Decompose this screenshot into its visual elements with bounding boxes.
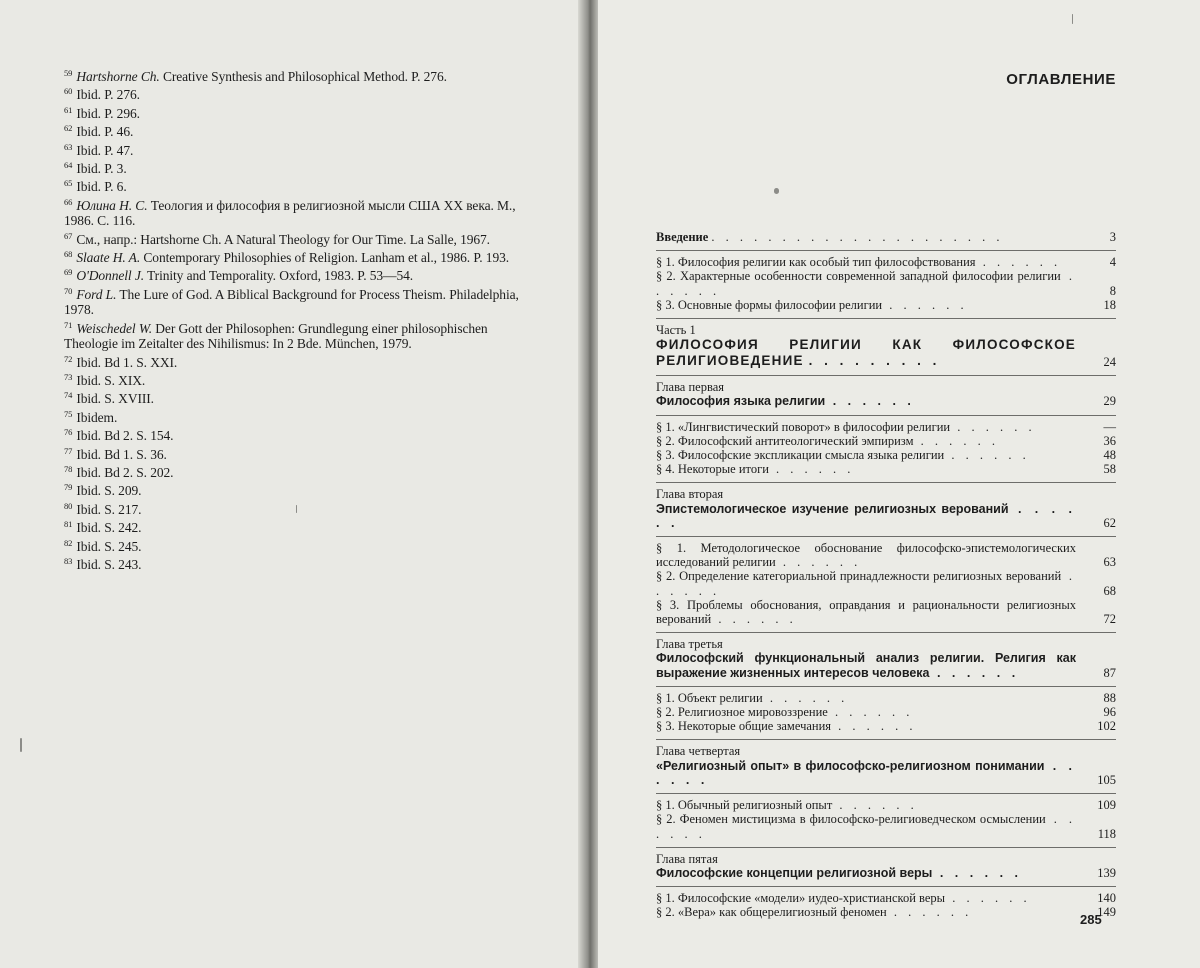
- toc-section-entry: § 3. Некоторые общие замечания . . . . . . 102: [656, 719, 1116, 734]
- endnote-author: Юлина Н. С.: [76, 197, 148, 213]
- toc-page-number: 140: [1097, 891, 1116, 906]
- endnote-text: Ibid. Bd 2. S. 154.: [76, 428, 174, 444]
- toc-section-entry: § 3. Основные формы философии религии . . . . . . 18: [656, 297, 1116, 312]
- toc-section-entry: § 1. Обычный религиозный опыт . . . . . . 109: [656, 798, 1116, 813]
- endnote-text: Ibid. P. 46.: [76, 124, 134, 140]
- endnote-text: Ibid. S. 242.: [76, 520, 142, 536]
- part-title: ФИЛОСОФИЯ РЕЛИГИИ КАК ФИЛОСОФСКОЕ РЕЛИГИОВЕДЕНИЕ: [656, 337, 1076, 369]
- toc-page-number: 96: [1103, 705, 1116, 720]
- toc-page-number: 105: [1097, 772, 1116, 787]
- toc-page-number: —: [1103, 419, 1116, 434]
- endnote: [64, 462, 534, 480]
- endnote: [64, 517, 534, 535]
- toc-entry-title: § 2. Религиозное мировоззрение: [656, 705, 828, 720]
- endnote-text: Ibid. Bd 2. S. 202.: [76, 464, 174, 480]
- chapter-label: Глава первая: [656, 380, 725, 395]
- endnote: [64, 140, 534, 158]
- chapter-label: Глава четвертая: [656, 744, 741, 759]
- endnote-text: Der Gott der Philosophen: Grundlegung einer philosophischen Theologie im Zeitalter des Nihilismus: In 2 Bde. München, 1979.: [64, 320, 488, 352]
- toc-page-number: 72: [1103, 612, 1116, 627]
- endnote-number: 68: [64, 249, 73, 260]
- endnote-number: 69: [64, 267, 73, 278]
- toc-entry-title: Введение: [656, 230, 709, 244]
- toc-page-number: 4: [1109, 255, 1116, 270]
- endnote: [64, 554, 534, 572]
- endnote-text: Ibid. S. 243.: [76, 556, 142, 572]
- toc-entry-title: § 3. Проблемы обоснования, оправдания и рациональности религиозных верований: [656, 597, 1076, 627]
- left-page: [0, 0, 585, 968]
- divider: [656, 886, 1116, 887]
- toc-page-number: 88: [1103, 690, 1116, 705]
- toc-section-entry: § 1. Методологическое обоснование философско-эпистемологических исследований религии . . . . . . 63: [656, 541, 1116, 570]
- toc-entry-title: § 3. Философские экспликации смысла языка религии: [656, 448, 945, 463]
- toc-page-number: 36: [1103, 433, 1116, 448]
- divider: [656, 847, 1116, 848]
- toc-title: ОГЛАВЛЕНИЕ: [1006, 71, 1116, 88]
- toc-entry-title: § 3. Некоторые общие замечания: [656, 719, 832, 734]
- endnote-number: 67: [64, 230, 73, 241]
- endnote-number: 73: [64, 371, 73, 382]
- toc-entry-title: § 2. Феномен мистицизма в философско-религиоведческом осмыслении: [656, 812, 1046, 827]
- toc-page-number: 139: [1097, 865, 1116, 880]
- endnote-number: 65: [64, 178, 73, 189]
- endnote-number: 59: [64, 68, 73, 78]
- endnote-number: 79: [64, 482, 73, 493]
- endnote: [64, 444, 534, 462]
- endnote: [64, 176, 534, 194]
- scan-speck: [20, 738, 22, 752]
- divider: [656, 250, 1116, 251]
- toc-section-entry: § 2. Религиозное мировоззрение . . . . . . 96: [656, 705, 1116, 720]
- endnote: [64, 425, 534, 443]
- endnote: [64, 66, 534, 84]
- endnote-text: Ibid. S. 209.: [76, 483, 142, 499]
- endnote-number: 74: [64, 390, 73, 401]
- toc-page-number: 58: [1103, 462, 1116, 477]
- endnote-text: Ibid. P. 3.: [76, 161, 127, 177]
- endnote-text: Ibid. Bd 1. S. XXI.: [76, 354, 178, 370]
- endnote-text: Ibid. P. 47.: [76, 142, 134, 158]
- toc-entry-title: § 3. Основные формы философии религии: [656, 297, 883, 312]
- toc-entry-title: Философские концепции религиозной веры: [656, 865, 933, 880]
- endnote: [64, 121, 534, 139]
- intro-sections: [656, 255, 1116, 312]
- toc-entry-title: Философия языка религии: [656, 394, 826, 409]
- endnote-number: 75: [64, 408, 73, 419]
- scan-speck: [296, 505, 297, 513]
- endnote: [64, 195, 534, 229]
- toc-entry-title: § 2. Характерные особенности современной западной философии религии: [656, 269, 1061, 284]
- toc-entry-title: § 1. Философские «модели» иудео-христианской веры: [656, 891, 946, 906]
- toc-section-entry: § 1. Объект религии . . . . . . 88: [656, 690, 1116, 705]
- toc-entry-title: Философский функциональный анализ религии. Религия как выражение жизненных интересов человека: [656, 651, 1076, 680]
- endnote-number: 62: [64, 123, 73, 134]
- divider: [656, 482, 1116, 483]
- endnote: [64, 247, 534, 265]
- endnote: [64, 388, 534, 406]
- endnote: [64, 84, 534, 102]
- endnote: [64, 229, 534, 247]
- toc-section-entry: § 2. Характерные особенности современной западной философии религии . . . . . . 8: [656, 269, 1116, 298]
- endnote-number: 60: [64, 86, 73, 97]
- endnote-author: Weischedel W.: [76, 320, 152, 336]
- toc-page-number: 87: [1103, 665, 1116, 680]
- book-gutter: [578, 0, 600, 968]
- toc-page-number: 48: [1103, 448, 1116, 463]
- toc-entry-intro: Введение . . . . . . . . . . . . . . . . . . . . . 3: [656, 230, 1116, 244]
- endnote-number: 81: [64, 519, 73, 530]
- endnote-text: Ibid. P. 276.: [76, 87, 140, 103]
- toc-entry-title: § 2. «Вера» как общерелигиозный феномен: [656, 905, 887, 920]
- endnote-author: O'Donnell J.: [76, 268, 144, 284]
- toc-section-entry: § 1. «Лингвистический поворот» в философии религии . . . . . . —: [656, 419, 1116, 434]
- toc-entry-title: § 2. Философский антитеологический эмпиризм: [656, 433, 914, 448]
- endnote: [64, 407, 534, 425]
- endnote: [64, 318, 534, 352]
- chapter-label: Глава пятая: [656, 851, 718, 866]
- toc-entry-title: § 1. «Лингвистический поворот» в философии религии: [656, 419, 951, 434]
- endnote: [64, 265, 534, 283]
- toc-entry-title: § 1. Методологическое обоснование философско-эпистемологических исследований религии: [656, 541, 1076, 570]
- endnote: [64, 480, 534, 498]
- divider: [656, 318, 1116, 319]
- toc-chapter-entry: Эпистемологическое изучение религиозных верований . . . . . . 62: [656, 501, 1116, 530]
- endnote-text: Теология и философия в религиозной мысли США XX века. М., 1986. С. 116.: [64, 197, 516, 229]
- table-of-contents: [656, 230, 1116, 920]
- endnote: [64, 284, 534, 318]
- endnote-number: 80: [64, 500, 73, 511]
- toc-entry-title: § 2. Определение категориальной принадлежности религиозных верований: [656, 569, 1062, 584]
- endnote: [64, 158, 534, 176]
- endnote-text: Ibid. S. XIX.: [76, 372, 146, 388]
- toc-chapter-entry: Философские концепции религиозной веры . . . . . . 139: [656, 865, 1116, 880]
- toc-entry-title: Эпистемологическое изучение религиозных верований: [656, 501, 1009, 516]
- toc-entry-title: § 1. Объект религии: [656, 690, 763, 705]
- toc-chapter-entry: Философский функциональный анализ религии. Религия как выражение жизненных интересов человека . . . . . . 87: [656, 651, 1116, 680]
- toc-page-number: 63: [1103, 555, 1116, 570]
- endnote-text: The Lure of God. A Biblical Background for Process Theism. Philadelphia, 1978.: [64, 286, 519, 318]
- toc-chapter-entry: Философия языка религии . . . . . . 29: [656, 394, 1116, 409]
- toc-section-entry: § 2. Феномен мистицизма в философско-религиоведческом осмыслении . . . . . . 118: [656, 812, 1116, 841]
- chapter-list: [656, 375, 1116, 919]
- endnote-author: Ford L.: [76, 286, 117, 302]
- page-number: 285: [1080, 912, 1102, 927]
- endnote-number: 82: [64, 537, 73, 548]
- endnote-number: 78: [64, 463, 73, 474]
- divider: [656, 686, 1116, 687]
- endnote-number: 70: [64, 285, 73, 296]
- toc-page-number: 24: [1103, 355, 1116, 370]
- endnote-number: 61: [64, 104, 73, 115]
- endnote: [64, 370, 534, 388]
- toc-section-entry: § 1. Философские «модели» иудео-христианской веры . . . . . . 140: [656, 891, 1116, 906]
- divider: [656, 739, 1116, 740]
- endnote-number: 66: [64, 196, 73, 207]
- endnote-text: Ibid. S. 245.: [76, 538, 142, 554]
- endnote-text: Ibid. P. 6.: [76, 179, 127, 195]
- endnote-author: Hartshorne Ch.: [76, 69, 160, 84]
- divider: [656, 536, 1116, 537]
- endnote: [64, 352, 534, 370]
- toc-page-number: 62: [1103, 515, 1116, 530]
- divider: [656, 375, 1116, 376]
- toc-page-number: 109: [1097, 798, 1116, 813]
- toc-page-number: 29: [1103, 394, 1116, 409]
- endnote-text: Contemporary Philosophies of Religion. Lanham et al., 1986. P. 193.: [143, 250, 510, 266]
- toc-page-number: 102: [1097, 719, 1116, 734]
- toc-section-entry: § 4. Некоторые итоги . . . . . . 58: [656, 462, 1116, 477]
- endnote: [64, 499, 534, 517]
- chapter-label: Глава третья: [656, 637, 723, 652]
- scan-speck: [774, 188, 779, 194]
- endnote-number: 64: [64, 160, 73, 171]
- toc-entry-part: ФИЛОСОФИЯ РЕЛИГИИ КАК ФИЛОСОФСКОЕ РЕЛИГИОВЕДЕНИЕ . . . . . . . . . 24: [656, 337, 1116, 370]
- toc-section-entry: § 3. Философские экспликации смысла языка религии . . . . . . 48: [656, 448, 1116, 463]
- toc-page-number: 18: [1103, 297, 1116, 312]
- toc-section-entry: § 1. Философия религии как особый тип философствования . . . . . . 4: [656, 255, 1116, 270]
- toc-entry-title: «Религиозный опыт» в философско-религиозном понимании: [656, 758, 1045, 773]
- divider: [656, 793, 1116, 794]
- toc-entry-title: § 1. Обычный религиозный опыт: [656, 798, 833, 813]
- part-label: Часть 1: [656, 323, 696, 338]
- endnote-number: 77: [64, 445, 73, 456]
- toc-section-entry: § 2. Философский антитеологический эмпиризм . . . . . . 36: [656, 433, 1116, 448]
- endnote-text: Ibidem.: [76, 409, 118, 425]
- endnote: [64, 103, 534, 121]
- endnotes-list: [64, 66, 534, 572]
- endnote-number: 63: [64, 141, 73, 152]
- endnote-text: Ibid. Bd 1. S. 36.: [76, 446, 167, 462]
- toc-section-entry: § 3. Проблемы обоснования, оправдания и рациональности религиозных верований . . . . . . 72: [656, 597, 1116, 627]
- toc-page-number: 8: [1109, 283, 1116, 298]
- endnote-number: 83: [64, 555, 73, 566]
- endnote-number: 71: [64, 319, 73, 330]
- scan-speck: [1072, 14, 1073, 24]
- endnote-number: 76: [64, 427, 73, 438]
- endnote-text: Ibid. S. XVIII.: [76, 391, 154, 407]
- endnote-author: Slaate H. A.: [76, 250, 141, 266]
- toc-entry-title: § 1. Философия религии как особый тип философствования: [656, 255, 976, 270]
- toc-entry-title: § 4. Некоторые итоги: [656, 462, 769, 477]
- toc-page-number: 118: [1097, 826, 1116, 841]
- divider: [656, 415, 1116, 416]
- toc-chapter-entry: «Религиозный опыт» в философско-религиозном понимании . . . . . . 105: [656, 758, 1116, 787]
- chapter-label: Глава вторая: [656, 487, 724, 502]
- endnote-text: См., напр.: Hartshorne Ch. A Natural Theology for Our Time. La Salle, 1967.: [76, 231, 490, 247]
- toc-page-number: 3: [1109, 230, 1116, 244]
- divider: [656, 632, 1116, 633]
- toc-page-number: 68: [1103, 583, 1116, 598]
- endnote-text: Ibid. S. 217.: [76, 501, 142, 517]
- endnote-text: Creative Synthesis and Philosophical Method. P. 276.: [162, 69, 447, 84]
- toc-section-entry: § 2. Определение категориальной принадлежности религиозных верований . . . . . . 68: [656, 569, 1116, 598]
- endnote: [64, 536, 534, 554]
- toc-page-number: 149: [1097, 905, 1116, 920]
- endnote-text: Trinity and Temporality. Oxford, 1983. P. 53—54.: [147, 268, 414, 284]
- endnote-text: Ibid. P. 296.: [76, 105, 140, 121]
- endnote-number: 72: [64, 353, 73, 364]
- toc-section-entry: § 2. «Вера» как общерелигиозный феномен . . . . . . 149: [656, 905, 1116, 920]
